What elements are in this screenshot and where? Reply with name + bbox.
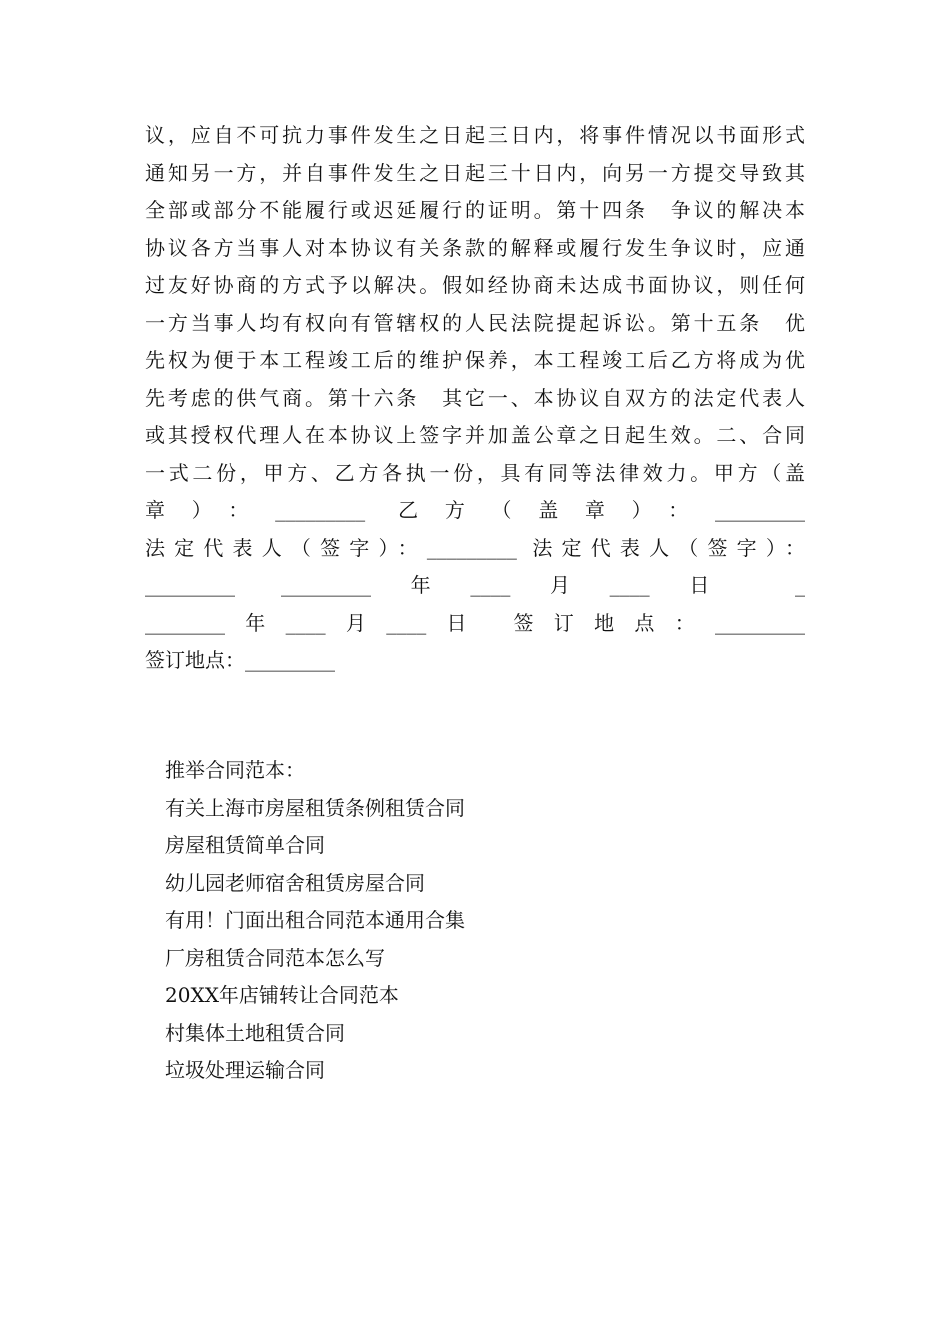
body-line: 一方当事人均有权向有管辖权的人民法院提起诉讼。第十五条 优 xyxy=(145,310,805,335)
recommended-contracts xyxy=(165,752,765,1090)
body-line: 协议各方当事人对本协议有关条款的解释或履行发生争议时，应通 xyxy=(145,235,805,260)
recommended-link[interactable]: 房屋租赁简单合同 xyxy=(165,833,325,857)
recommended-title: 推举合同范本： xyxy=(165,758,305,782)
body-line: 一式二份，甲方、乙方各执一份，具有同等法律效力。甲方（盖 xyxy=(145,460,805,485)
contract-body-text xyxy=(145,117,805,680)
recommended-link[interactable]: 20XX年店铺转让合同范本 xyxy=(165,983,399,1007)
recommended-link[interactable]: 垃圾处理运输合同 xyxy=(165,1058,325,1082)
body-line: 先考虑的供气商。第十六条 其它一、本协议自双方的法定代表人 xyxy=(145,385,805,410)
recommended-link[interactable]: 有关上海市房屋租赁条例租赁合同 xyxy=(165,795,465,820)
recommended-link[interactable]: 厂房租赁合同范本怎么写 xyxy=(165,945,385,970)
body-line: 过友好协商的方式予以解决。假如经协商未达成书面协议，则任何 xyxy=(145,273,805,297)
signature-line-place: 签订地点：_________ xyxy=(145,648,335,672)
body-line: 或其授权代理人在本协议上签字并加盖公章之日起生效。二、合同 xyxy=(145,423,805,447)
signature-line-date: _________ _________年____月____日 _ xyxy=(145,573,805,597)
recommended-list xyxy=(165,790,765,1090)
body-line: 先权为便于本工程竣工后的维护保养，本工程竣工后乙方将成为优 xyxy=(145,348,805,372)
body-line: 通知另一方，并自事件发生之日起三十日内，向另一方提交导致其 xyxy=(145,160,805,185)
signature-line-representative: 法定代表人（签字）：_________ 法定代表人（签字）： xyxy=(145,535,805,560)
recommended-link[interactable]: 幼儿园老师宿舍租赁房屋合同 xyxy=(165,870,425,895)
recommended-link[interactable]: 有用！门面出租合同范本通用合集 xyxy=(165,908,465,932)
body-line: 议，应自不可抗力事件发生之日起三日内，将事件情况以书面形式 xyxy=(145,123,805,147)
signature-line-seal: 章）：_________ 乙方（盖章）：_________ xyxy=(145,498,805,522)
signature-line-date-place: ________年____月____日 签订地点：_________ xyxy=(145,610,805,635)
body-line: 全部或部分不能履行或迟延履行的证明。第十四条 争议的解决本 xyxy=(145,198,805,222)
recommended-link[interactable]: 村集体土地租赁合同 xyxy=(165,1020,345,1045)
